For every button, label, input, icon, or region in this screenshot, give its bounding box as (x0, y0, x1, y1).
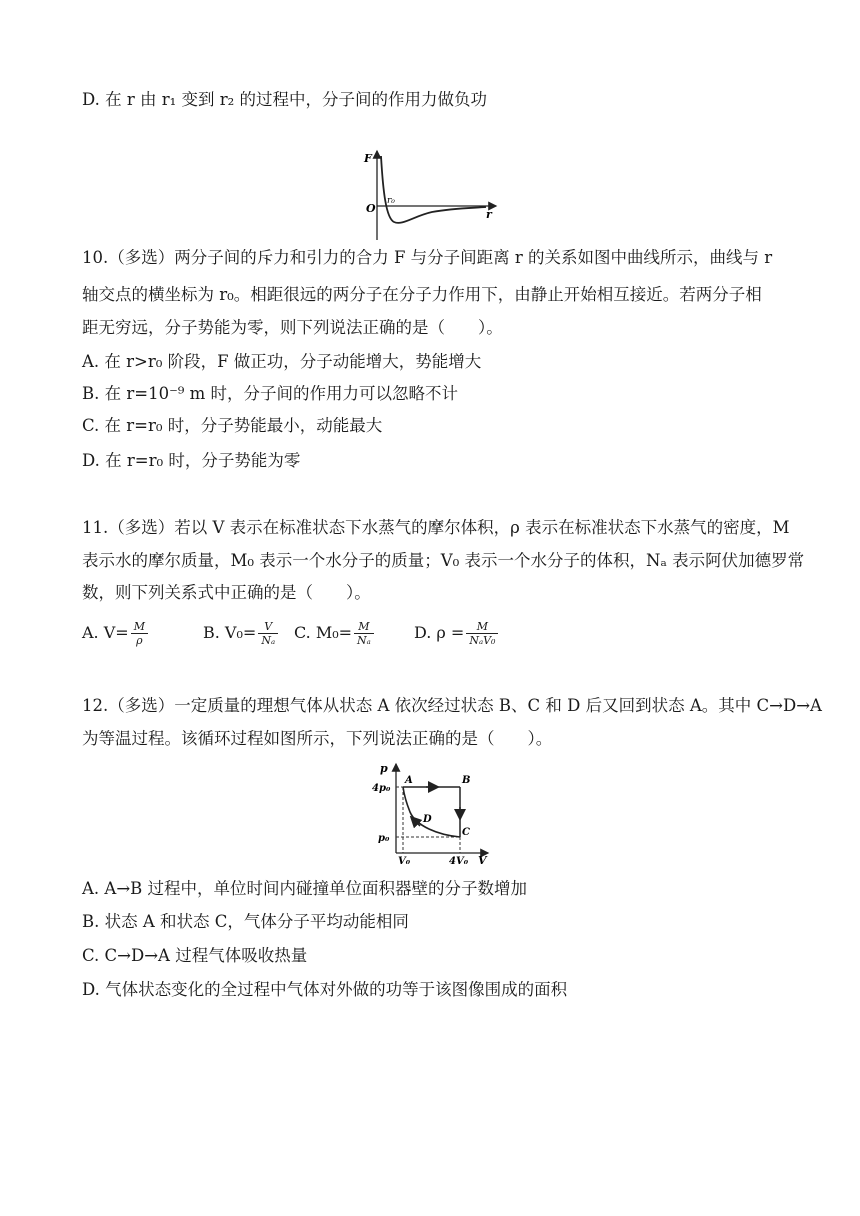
label-p: p (380, 762, 388, 775)
q12-option-b: B. 状态 A 和状态 C，气体分子平均动能相同 (82, 912, 409, 931)
q10-option-c: C. 在 r=r₀ 时，分子势能最小，动能最大 (82, 416, 383, 435)
q9-option-d: D. 在 r 由 r₁ 变到 r₂ 的过程中，分子间的作用力做负功 (82, 90, 487, 109)
q10-stem-line2: 轴交点的横坐标为 r₀。相距很远的两分子在分子力作用下，由静止开始相互接近。若两分子相 (82, 285, 762, 304)
label-p0: p₀ (378, 833, 390, 844)
force-distance-graph (362, 146, 502, 242)
label-r: r (486, 208, 492, 221)
label-A: A (405, 775, 413, 786)
q11-option-b: B. V₀= $\frac{V}{\text{Nₐ}}$ (203, 620, 278, 647)
q10-option-a: A. 在 r>r₀ 阶段，F 做正功，分子动能增大，势能增大 (82, 352, 482, 371)
label-B: B (462, 775, 471, 786)
q11-stem-line2: 表示水的摩尔质量，M₀ 表示一个水分子的质量；V₀ 表示一个水分子的体积，Nₐ 表示阿伏加德罗常 (82, 551, 805, 570)
label-V: V (478, 854, 487, 866)
q10-option-b: B. 在 r=10⁻⁹ m 时，分子间的作用力可以忽略不计 (82, 384, 459, 403)
isotherm-C-D-A (403, 787, 460, 837)
q12-option-a: A. A→B 过程中，单位时间内碰撞单位面积器壁的分子数增加 (82, 879, 528, 898)
label-D: D (423, 814, 432, 825)
q12-option-c: C. C→D→A 过程气体吸收热量 (82, 946, 308, 965)
q11-stem-line1: 11.（多选）若以 V 表示在标准状态下水蒸气的摩尔体积，ρ 表示在标准状态下水蒸气的密度，M (82, 518, 790, 537)
force-curve (381, 156, 486, 223)
q11-option-a: A. V= $\frac{M}{\rho}$ (82, 620, 148, 647)
q10-stem-line1: 10.（多选）两分子间的斥力和引力的合力 F 与分子间距离 r 的关系如图中曲线所示，曲线与 r (82, 248, 773, 267)
label-F: F (364, 152, 372, 165)
q11-stem-line3: 数，则下列关系式中正确的是（ ）。 (82, 583, 371, 602)
q10-stem-line3: 距无穷远，分子势能为零，则下列说法正确的是（ ）。 (82, 318, 503, 337)
label-4V0: 4V₀ (449, 856, 469, 866)
label-4p0: 4p₀ (372, 783, 391, 794)
label-O: O (366, 202, 376, 215)
label-r0: r₀ (387, 196, 395, 206)
q11-option-d: D. ρ = $\frac{M}{\text{NₐV₀}}$ (414, 620, 498, 647)
q12-option-d: D. 气体状态变化的全过程中气体对外做的功等于该图像围成的面积 (82, 980, 568, 999)
pv-cycle-graph (370, 760, 492, 866)
q12-stem-line1: 12.（多选）一定质量的理想气体从状态 A 依次经过状态 B、C 和 D 后又回到状态 A。其中 C→D→A (82, 696, 822, 715)
q11-option-c: C. M₀= $\frac{M}{\text{Nₐ}}$ (294, 620, 374, 647)
q10-option-d: D. 在 r=r₀ 时，分子势能为零 (82, 451, 301, 470)
q12-stem-line2: 为等温过程。该循环过程如图所示，下列说法正确的是（ ）。 (82, 729, 553, 748)
label-V0: V₀ (398, 856, 411, 866)
label-C: C (462, 827, 470, 838)
